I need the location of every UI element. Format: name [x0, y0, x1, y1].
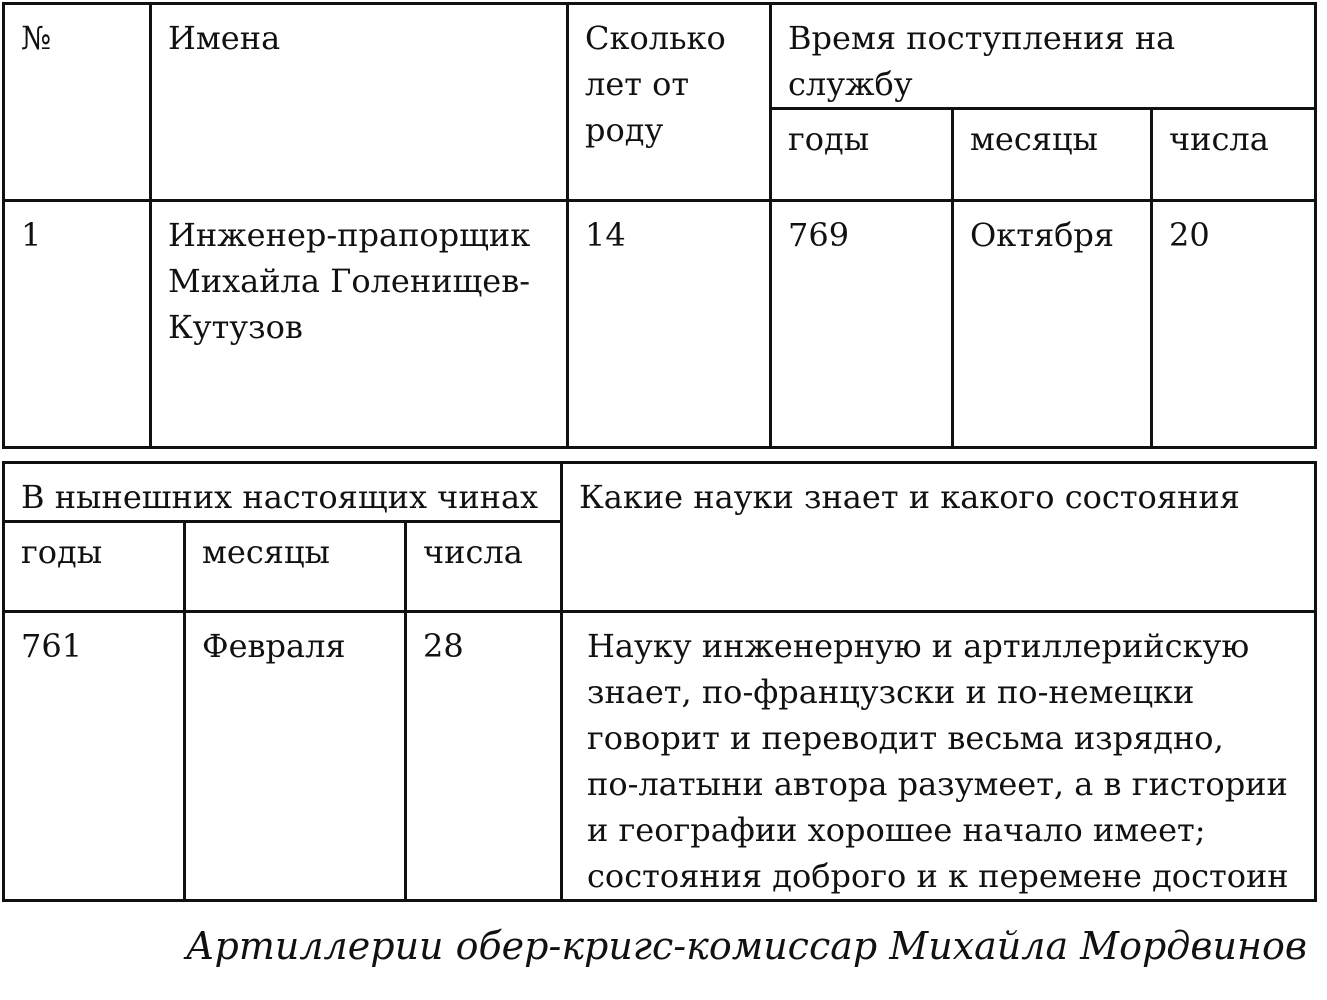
rank-sciences-table [2, 461, 1317, 902]
cell-name: Инженер-прапорщик Михайла Голенищев- Кутузов [151, 201, 568, 448]
header-names: Имена [151, 4, 568, 201]
header-service-months: месяцы [953, 109, 1152, 201]
header-service-years: годы [771, 109, 953, 201]
header-rank-days: числа [406, 522, 562, 612]
cell-rank-year: 761 [4, 612, 185, 901]
cell-sciences: Науку инженерную и артиллерийскую знает, по-французски и по-немецки говорит и переводит весьма изрядно, по-латыни автора разумеет, а в гистории и географии хорошее начало имеет; состояния доброго и к перемене достоин [562, 612, 1316, 901]
cell-age: 14 [568, 201, 771, 448]
cell-service-day: 20 [1152, 201, 1316, 448]
header-rank-months: месяцы [185, 522, 406, 612]
header-service-start: Время поступления на службу [771, 4, 1316, 109]
header-rank-years: годы [4, 522, 185, 612]
cell-service-month: Октября [953, 201, 1152, 448]
cell-number: 1 [4, 201, 151, 448]
cell-service-year: 769 [771, 201, 953, 448]
signature-line: Артиллерии обер-кригс-комиссар Михайла Мордвинов [185, 924, 1307, 968]
cell-rank-month: Февраля [185, 612, 406, 901]
service-record-table [2, 2, 1317, 449]
header-sciences: Какие науки знает и какого состояния [562, 463, 1316, 612]
table-row [4, 612, 1316, 901]
header-number: № [4, 4, 151, 201]
cell-rank-day: 28 [406, 612, 562, 901]
header-age: Сколько лет от роду [568, 4, 771, 201]
table-row [4, 201, 1316, 448]
header-current-rank: В нынешних настоящих чинах [4, 463, 562, 522]
header-service-days: числа [1152, 109, 1316, 201]
